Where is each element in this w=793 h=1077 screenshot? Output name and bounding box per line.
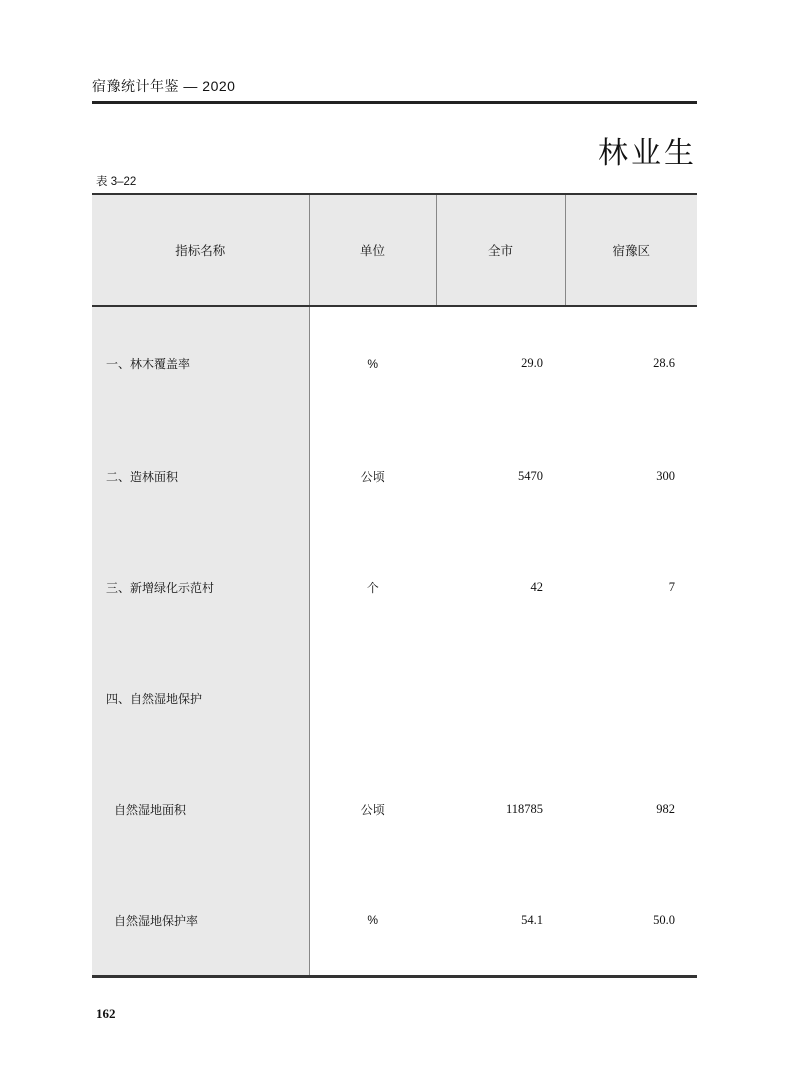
table-header-row <box>92 194 697 306</box>
page-header <box>92 78 697 104</box>
row-indicator-name: 二、造林面积 <box>92 420 309 532</box>
row-unit: % <box>367 356 379 371</box>
table-number-label: 表 3–22 <box>96 176 137 188</box>
page-number: 162 <box>96 1006 116 1021</box>
table-row <box>92 754 697 865</box>
row-unit: 个 <box>366 580 379 595</box>
row-unit <box>309 642 436 754</box>
column-header-city: 全市 <box>436 194 565 306</box>
header-rule <box>92 101 697 104</box>
row-value-city <box>436 642 565 754</box>
row-value-district: 50.0 <box>653 912 675 927</box>
row-value-city: 118785 <box>505 802 543 816</box>
row-value-city: 54.1 <box>521 912 543 927</box>
row-value-district <box>565 642 697 754</box>
row-indicator-name: 四、自然湿地保护 <box>92 642 309 754</box>
row-indicator-name: 自然湿地面积 <box>92 754 309 865</box>
row-unit: 公顷 <box>360 469 385 484</box>
table-row <box>92 642 697 754</box>
table-bottom-rule <box>92 975 697 978</box>
row-unit: % <box>367 913 379 927</box>
table-row <box>92 865 697 975</box>
row-value-district: 7 <box>668 579 675 594</box>
row-value-district: 300 <box>656 468 675 483</box>
column-header-indicator: 指标名称 <box>92 194 309 306</box>
row-value-district: 28.6 <box>653 356 675 370</box>
row-indicator-name: 三、新增绿化示范村 <box>92 532 309 642</box>
table-body <box>92 306 697 975</box>
row-indicator-name: 一、林木覆盖率 <box>92 306 309 420</box>
table-row <box>92 420 697 532</box>
section-title: 林业生 <box>598 136 697 171</box>
statistics-table <box>92 193 697 975</box>
row-value-city: 5470 <box>518 468 543 483</box>
statistics-table-wrapper <box>92 193 697 978</box>
running-title: 宿豫统计年鉴 — 2020 <box>92 78 236 94</box>
column-header-unit: 单位 <box>309 194 436 306</box>
row-indicator-name: 自然湿地保护率 <box>92 865 309 975</box>
row-value-district: 982 <box>656 802 675 816</box>
row-value-city: 29.0 <box>521 356 543 370</box>
row-value-city: 42 <box>530 579 543 594</box>
table-row <box>92 532 697 642</box>
column-header-district: 宿豫区 <box>565 194 697 306</box>
table-header <box>92 194 697 306</box>
table-row <box>92 306 697 420</box>
row-unit: 公顷 <box>360 803 385 817</box>
